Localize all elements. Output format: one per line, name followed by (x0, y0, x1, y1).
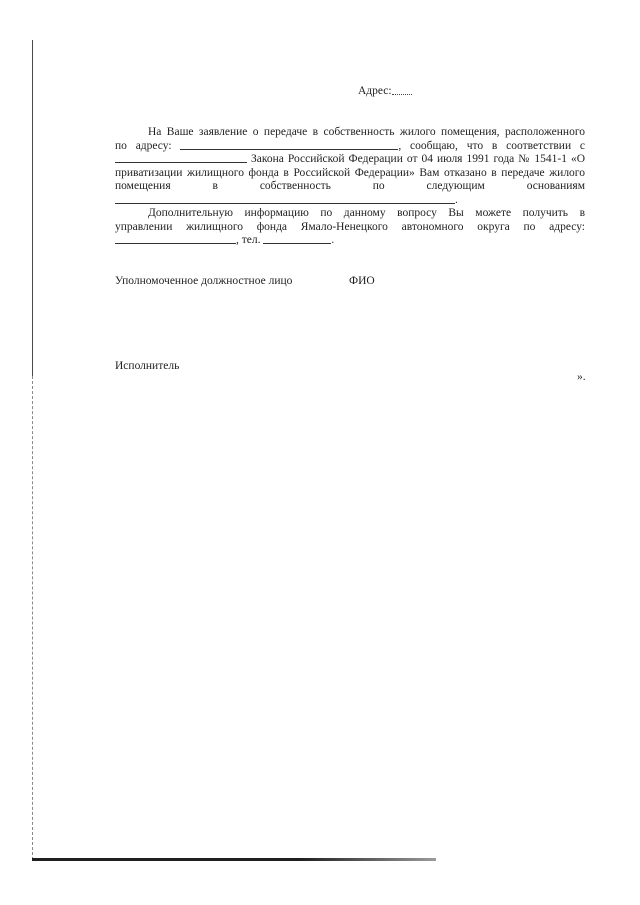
paragraph-2-line-2 (115, 221, 585, 235)
scan-edge-left (32, 40, 33, 376)
phone-label: , тел. (236, 234, 261, 246)
address-blank-field (392, 85, 412, 95)
scan-edge-bottom-fade (300, 858, 436, 861)
department-address-blank (115, 234, 236, 244)
signatory-title: Уполномоченное должностное лицо (115, 275, 293, 287)
signatory-name: ФИО (349, 275, 375, 287)
paragraph-1-line-3 (115, 153, 585, 167)
refusal-text: приватизации жилищного фонда в Российской Федерации» Вам отказано в передаче жилого (115, 166, 585, 179)
address-header (358, 85, 412, 99)
phone-number-blank (263, 234, 331, 244)
refusal-grounds-blank (115, 194, 455, 204)
closing-quote: ». (577, 371, 586, 383)
scan-edge-left-faint (32, 376, 33, 860)
law-article-blank (115, 153, 247, 163)
address-suffix: , сообщаю, что в соответствии с (398, 139, 585, 152)
executor-label: Исполнитель (115, 360, 180, 372)
address-label: Адрес: (358, 85, 392, 97)
paragraph-1-line-1 (148, 126, 585, 140)
applicant-address-blank (180, 140, 398, 150)
paragraph-1-line-6 (115, 194, 585, 208)
paragraph-1-end: . (455, 193, 458, 206)
grounds-text: помещения в собственность по следующим основаниям (115, 180, 585, 192)
paragraph-1-line-5 (115, 180, 585, 194)
paragraph-2-line-1 (148, 207, 585, 221)
info-text: Дополнительную информацию по данному вопросу Вы можете получить в (148, 207, 585, 219)
paragraph-2-end: . (331, 234, 335, 246)
law-reference: Закона Российской Федерации от 04 июля 1991 года № 1541-1 «О (251, 153, 585, 165)
paragraph-1-line-2 (115, 140, 585, 154)
paragraph-2-line-3 (115, 234, 585, 248)
department-text: управлении жилищного фонда Ямало-Ненецкого автономного округа по адресу: (115, 220, 585, 233)
address-prefix: по адресу: (115, 139, 172, 152)
paragraph-1-line-4 (115, 167, 585, 181)
paragraph-1-text: На Ваше заявление о передаче в собственность жилого помещения, расположенного (148, 126, 585, 138)
